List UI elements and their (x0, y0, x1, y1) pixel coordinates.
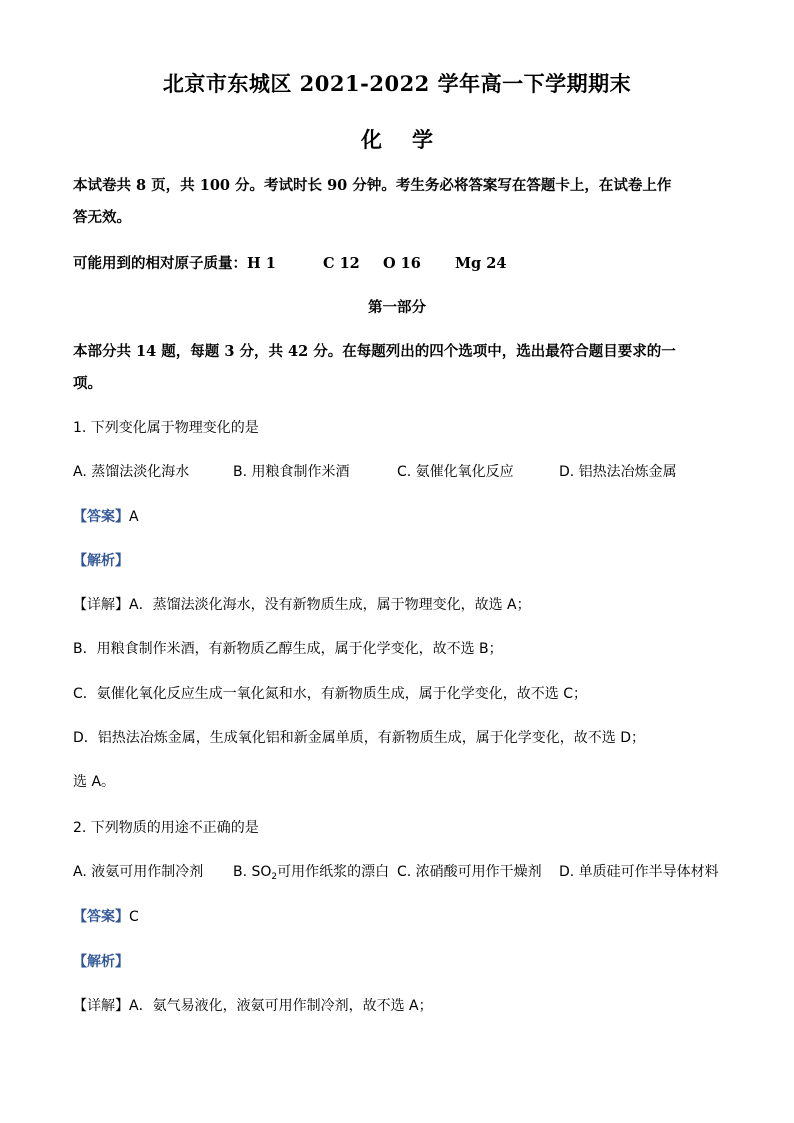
q2-answer (73, 907, 733, 927)
q2-detail-a-text: A．氨气易液化，液氨可用作制冷剂，故不选 A； (129, 998, 433, 1014)
q1-detail-a (73, 595, 733, 615)
q1-answer-value: A (129, 509, 139, 525)
q1-option-a: A. 蒸馏法淡化海水 (73, 464, 190, 480)
q1-detail-c: C．氨催化氧化反应生成一氧化氮和水，有新物质生成，属于化学变化，故不选 C； (73, 686, 587, 702)
q1-option-d: D. 铝热法冶炼金属 (559, 464, 677, 480)
q2-answer-value: C (129, 909, 139, 925)
atomic-mass-mg: Mg 24 (455, 255, 507, 272)
atomic-mass-h: H 1 (247, 255, 276, 272)
q1-answer-tag: 【答案】 (73, 509, 129, 525)
q1-detail-a-text: A．蒸馏法淡化海水，没有新物质生成，属于物理变化，故选 A； (129, 597, 531, 613)
q2-option-d: D. 单质硅可作半导体材料 (559, 864, 719, 880)
part-desc-line-2: 项。 (73, 375, 102, 392)
q2-detail-a (73, 996, 733, 1016)
atomic-mass-o: O 16 (383, 255, 421, 272)
atomic-mass-c: C 12 (323, 255, 360, 272)
q1-conclusion: 选 A。 (73, 774, 116, 790)
q2-detail-tag: 【详解】 (73, 998, 129, 1014)
exam-subject: 化学 (361, 127, 463, 152)
q1-answer (73, 507, 733, 527)
q2-option-a: A. 液氨可用作制冷剂 (73, 864, 204, 880)
q2-option-b (233, 862, 389, 887)
q1-analysis (73, 551, 733, 571)
q1-detail-tag: 【详解】 (73, 597, 129, 613)
part-heading: 第一部分 (368, 299, 426, 316)
exam-title: 北京市东城区 2021-2022 学年高一下学期期末 (162, 71, 632, 96)
intro-line-1: 本试卷共 8 页，共 100 分。考试时长 90 分钟。考生务必将答案写在答题卡上，在试卷上作 (73, 177, 672, 194)
q1-option-c: C. 氨催化氧化反应 (397, 464, 514, 480)
q2-answer-tag: 【答案】 (73, 909, 129, 925)
q2-option-b-sub: 2 (271, 872, 278, 882)
atomic-mass-line (73, 254, 733, 274)
q2-analysis (73, 952, 733, 972)
q1-stem: 1. 下列变化属于物理变化的是 (73, 420, 259, 436)
q2-stem: 2. 下列物质的用途不正确的是 (73, 820, 259, 836)
part-desc-line-1: 本部分共 14 题，每题 3 分，共 42 分。在每题列出的四个选项中，选出最符合题目要求的一 (73, 343, 676, 360)
atomic-mass-label: 可能用到的相对原子质量： (73, 255, 247, 272)
q1-option-b: B. 用粮食制作米酒 (233, 464, 350, 480)
q2-option-c: C. 浓硝酸可用作干燥剂 (397, 864, 542, 880)
q1-analysis-tag: 【解析】 (73, 553, 129, 569)
q2-analysis-tag: 【解析】 (73, 954, 129, 970)
q2-option-b-prefix: B. SO (233, 864, 272, 880)
q2-option-b-suffix: 可用作纸浆的漂白 (277, 864, 390, 880)
intro-line-2: 答无效。 (73, 209, 131, 226)
q1-detail-d: D．铝热法冶炼金属，生成氧化铝和新金属单质，有新物质生成，属于化学变化，故不选 D； (73, 730, 646, 746)
q1-detail-b: B．用粮食制作米酒，有新物质乙醇生成，属于化学变化，故不选 B； (73, 641, 503, 657)
